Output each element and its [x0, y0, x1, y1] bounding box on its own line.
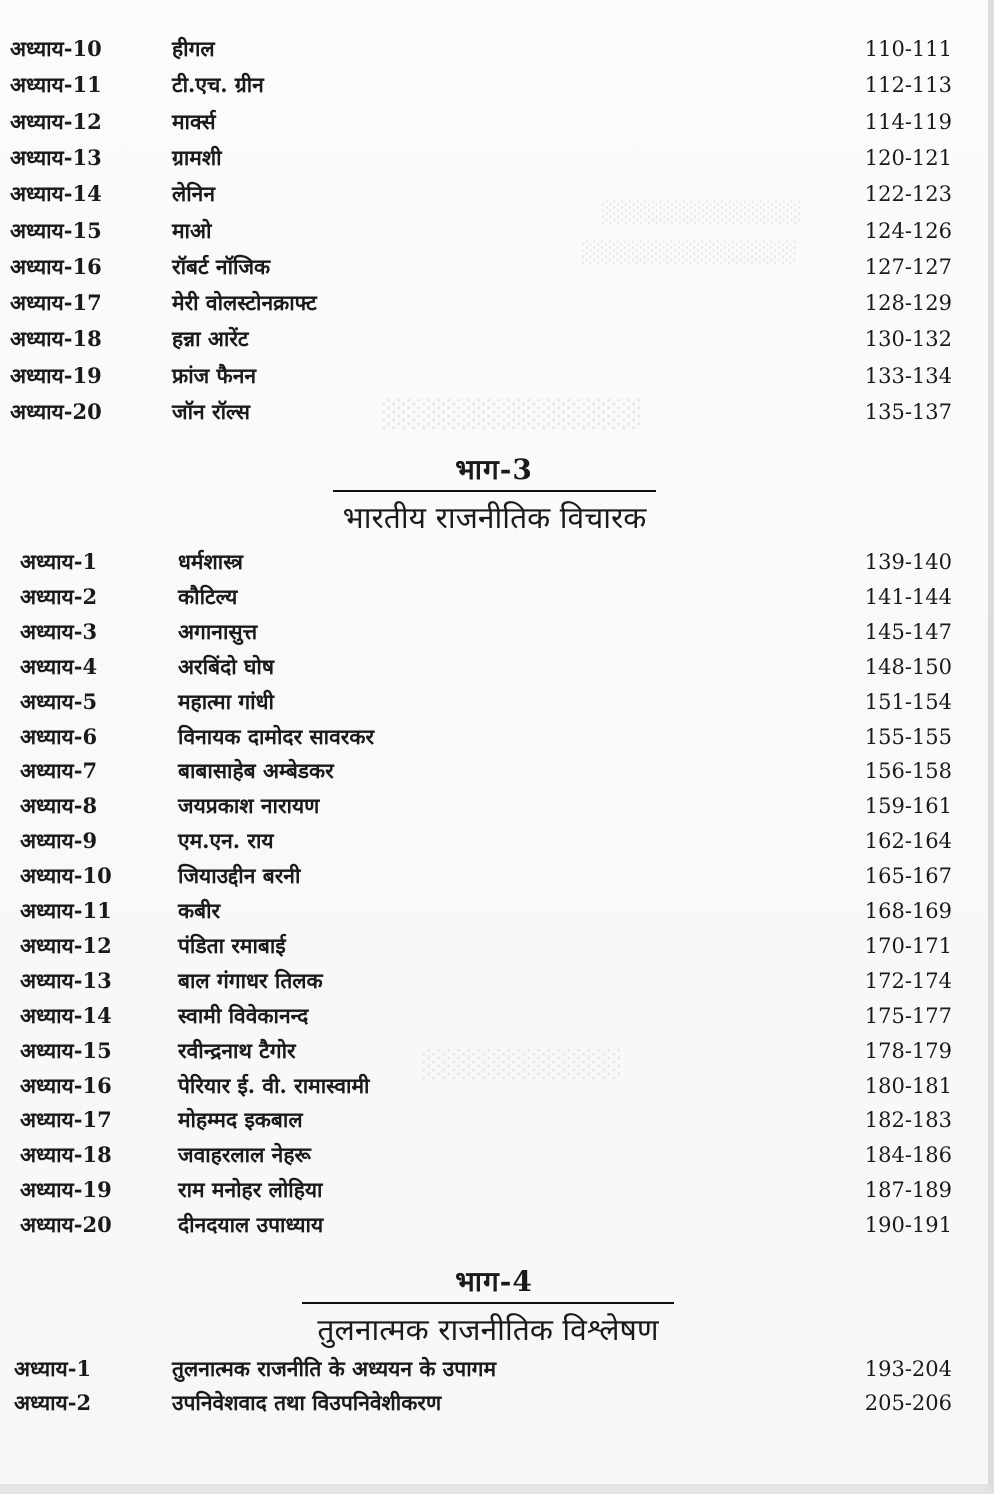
chapter-title: लेनिन — [172, 181, 215, 207]
page-range: 151-154 — [864, 689, 952, 714]
page-range: 120-121 — [864, 145, 952, 170]
chapter-number: अध्याय-17 — [10, 290, 102, 316]
chapter-number: अध्याय-11 — [20, 898, 112, 923]
toc-row — [0, 214, 988, 248]
page-range: 122-123 — [864, 182, 952, 207]
bleed-through-artifact: ░░░░░░░░░░ — [420, 1050, 620, 1080]
toc-row — [0, 395, 988, 429]
bleed-through-artifact: ░░░░░░░░░░░░░ — [380, 400, 640, 430]
toc-row — [0, 141, 988, 175]
chapter-title: उपनिवेशवाद तथा विउपनिवेशीकरण — [172, 1390, 442, 1415]
chapter-title: जयप्रकाश नारायण — [178, 793, 320, 819]
page-range: 172-174 — [864, 968, 952, 993]
toc-row — [0, 615, 988, 649]
chapter-title: माओ — [172, 217, 212, 243]
bleed-through-artifact: ░░░░░░░░░░░░░░ — [580, 240, 796, 264]
part4-heading: भाग-4 — [455, 1265, 533, 1298]
chapter-title: बाल गंगाधर तिलक — [178, 967, 323, 993]
toc-row — [0, 1138, 988, 1172]
toc-row — [0, 1103, 988, 1137]
page-range: 145-147 — [864, 619, 952, 644]
page-range: 182-183 — [864, 1108, 952, 1133]
chapter-number: अध्याय-14 — [10, 181, 102, 207]
chapter-number: अध्याय-1 — [14, 1356, 92, 1381]
toc-row — [0, 322, 988, 356]
toc-row — [0, 894, 988, 928]
toc-row — [0, 720, 988, 754]
page-range: 133-134 — [864, 363, 952, 388]
chapter-title: तुलनात्मक राजनीति के अध्ययन के उपागम — [172, 1356, 497, 1381]
chapter-title: फ्रांज फैनन — [172, 362, 257, 388]
chapter-number: अध्याय-19 — [20, 1177, 112, 1203]
toc-row — [0, 1034, 988, 1068]
toc-row — [0, 1208, 988, 1242]
chapter-number: अध्याय-15 — [20, 1037, 112, 1063]
chapter-number: अध्याय-9 — [20, 828, 98, 854]
page-range: 180-181 — [864, 1073, 952, 1098]
toc-row — [0, 105, 988, 139]
chapter-title: मार्क्स — [172, 108, 216, 134]
chapter-title: कबीर — [178, 898, 221, 923]
chapter-number: अध्याय-13 — [10, 144, 102, 170]
bleed-through-artifact: ░░░░░░░░░░░░░ — [600, 200, 800, 224]
toc-row — [0, 650, 988, 684]
toc-row — [0, 685, 988, 719]
toc-row — [0, 1173, 988, 1207]
chapter-title: विनायक दामोदर सावरकर — [178, 723, 375, 749]
page-range: 148-150 — [864, 654, 952, 679]
page-range: 114-119 — [864, 109, 952, 134]
chapter-title: पेरियार ई. वी. रामास्वामी — [178, 1072, 370, 1098]
chapter-title: महात्मा गांधी — [178, 688, 274, 714]
chapter-number: अध्याय-12 — [20, 932, 112, 958]
chapter-number: अध्याय-20 — [10, 399, 102, 424]
chapter-title: धर्मशास्त्र — [178, 549, 243, 574]
page-range: 170-171 — [864, 933, 952, 958]
page-range: 178-179 — [864, 1038, 952, 1063]
chapter-number: अध्याय-17 — [20, 1107, 112, 1133]
page-range: 162-164 — [864, 829, 952, 854]
page-range: 135-137 — [864, 400, 952, 424]
chapter-number: अध्याय-10 — [10, 36, 102, 61]
chapter-title: टी.एच. ग्रीन — [172, 72, 264, 98]
chapter-number: अध्याय-14 — [20, 1002, 112, 1028]
chapter-number: अध्याय-7 — [20, 758, 98, 784]
toc-row — [0, 824, 988, 858]
chapter-title: बाबासाहेब अम्बेडकर — [178, 758, 334, 784]
page-range: 110-111 — [864, 37, 952, 61]
toc-row — [0, 859, 988, 893]
chapter-number: अध्याय-6 — [20, 723, 98, 749]
chapter-title: जवाहरलाल नेहरू — [178, 1142, 311, 1168]
toc-row — [0, 177, 988, 211]
chapter-title: स्वामी विवेकानन्द — [178, 1002, 309, 1028]
page-range: 193-204 — [864, 1357, 952, 1381]
toc-row — [0, 999, 988, 1033]
page-range: 205-206 — [864, 1391, 952, 1415]
chapter-title: रॉबर्ट नॉजिक — [172, 253, 271, 279]
chapter-title: मोहम्मद इकबाल — [178, 1107, 303, 1133]
chapter-title: जियाउद्दीन बरनी — [178, 863, 301, 889]
chapter-number: अध्याय-12 — [10, 108, 102, 134]
page-range: 112-113 — [864, 73, 952, 98]
page-range: 156-158 — [864, 759, 952, 784]
toc-row — [0, 68, 988, 102]
chapter-number: अध्याय-2 — [20, 583, 98, 609]
toc-row — [0, 32, 988, 66]
chapter-title: राम मनोहर लोहिया — [178, 1177, 323, 1203]
toc-row — [0, 580, 988, 614]
chapter-title: हीगल — [172, 36, 215, 61]
chapter-number: अध्याय-20 — [20, 1212, 112, 1238]
toc-row — [0, 1069, 988, 1103]
chapter-title: जॉन रॉल्स — [172, 399, 250, 424]
chapter-number: अध्याय-4 — [20, 653, 98, 679]
page-range: 130-132 — [864, 327, 952, 352]
page-range: 168-169 — [864, 899, 952, 923]
page-range: 159-161 — [864, 794, 952, 819]
chapter-number: अध्याय-16 — [20, 1072, 112, 1098]
chapter-number: अध्याय-15 — [10, 217, 102, 243]
chapter-title: पंडिता रमाबाई — [178, 932, 286, 958]
chapter-title: अगानासुत्त — [178, 618, 258, 644]
chapter-number: अध्याय-16 — [10, 253, 102, 279]
chapter-title: मेरी वोलस्टोनक्राफ्ट — [172, 290, 317, 316]
chapter-number: अध्याय-2 — [14, 1390, 92, 1415]
page-range: 184-186 — [864, 1143, 952, 1168]
chapter-number: अध्याय-18 — [20, 1142, 112, 1168]
toc-row — [0, 964, 988, 998]
chapter-title: दीनदयाल उपाध्याय — [178, 1212, 324, 1238]
page-range: 175-177 — [864, 1003, 952, 1028]
page-range: 128-129 — [864, 291, 952, 316]
toc-row — [0, 1386, 988, 1420]
page-range: 190-191 — [864, 1213, 952, 1238]
chapter-title: कौटिल्य — [178, 583, 238, 609]
chapter-title: एम.एन. राय — [178, 828, 274, 854]
chapter-number: अध्याय-11 — [10, 72, 102, 98]
toc-row — [0, 359, 988, 393]
page-range: 124-126 — [864, 218, 952, 243]
chapter-title: अरबिंदो घोष — [178, 653, 274, 679]
page-range: 155-155 — [864, 724, 952, 749]
page-range: 139-140 — [864, 550, 952, 574]
part4-title: तुलनात्मक राजनीतिक विश्लेषण — [302, 1302, 674, 1349]
page-range: 127-127 — [864, 254, 952, 279]
chapter-number: अध्याय-5 — [20, 688, 98, 714]
toc-row — [0, 929, 988, 963]
page-range: 141-144 — [864, 584, 952, 609]
part3-heading: भाग-3 — [455, 453, 533, 486]
chapter-number: अध्याय-10 — [20, 863, 112, 889]
chapter-number: अध्याय-13 — [20, 967, 112, 993]
toc-row — [0, 545, 988, 579]
chapter-number: अध्याय-8 — [20, 793, 98, 819]
page-range: 165-167 — [864, 864, 952, 889]
chapter-number: अध्याय-3 — [20, 618, 98, 644]
chapter-number: अध्याय-18 — [10, 326, 102, 352]
toc-row — [0, 1352, 988, 1386]
chapter-title: हन्ना आरेंट — [172, 326, 249, 352]
chapter-number: अध्याय-19 — [10, 362, 102, 388]
toc-row — [0, 754, 988, 788]
chapter-title: रवीन्द्रनाथ टैगोर — [178, 1037, 296, 1063]
part3-title: भारतीय राजनीतिक विचारक — [333, 490, 656, 537]
chapter-title: ग्रामशी — [172, 144, 222, 170]
chapter-number: अध्याय-1 — [20, 549, 98, 574]
page-range: 187-189 — [864, 1178, 952, 1203]
toc-row — [0, 789, 988, 823]
toc-row — [0, 250, 988, 284]
toc-row — [0, 286, 988, 320]
